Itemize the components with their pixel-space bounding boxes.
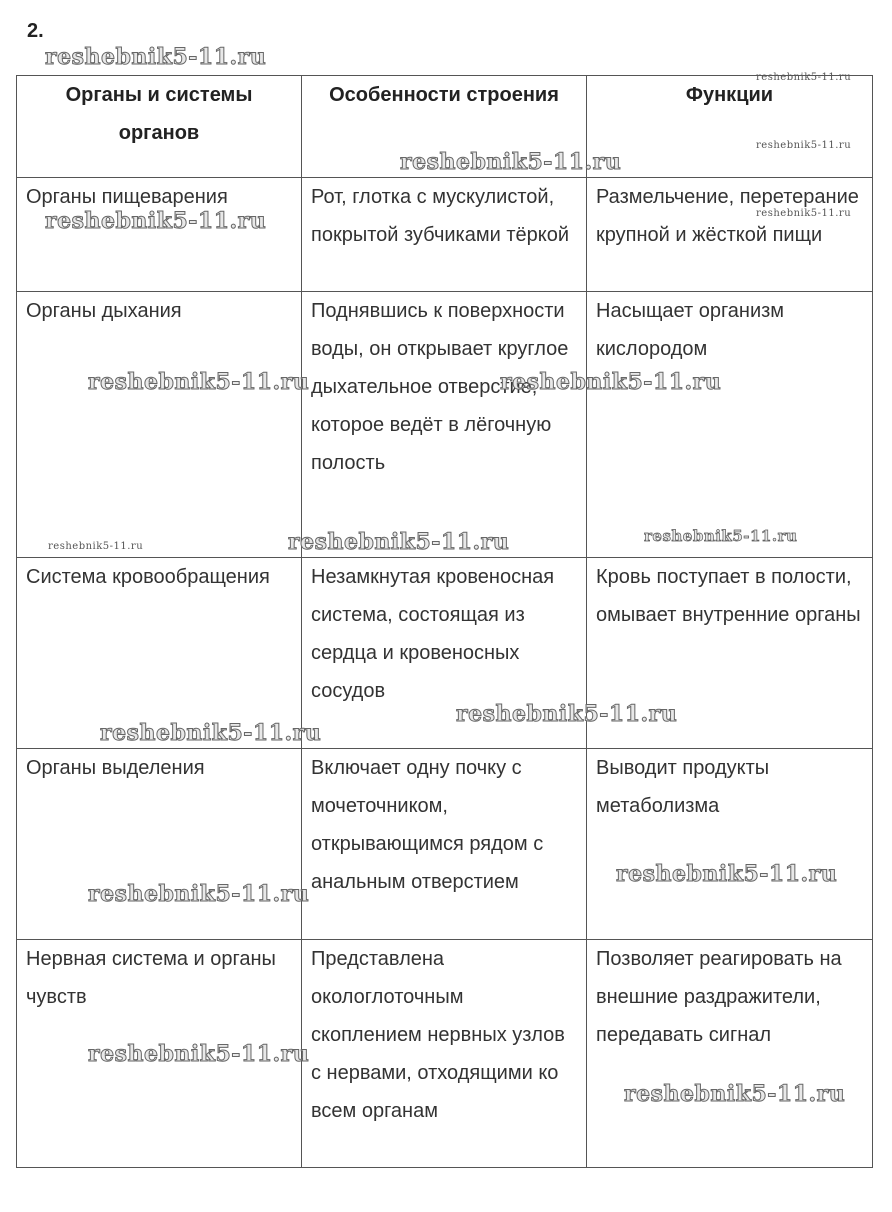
watermark: reshebnik5-11.ru [644,527,798,545]
table-row [17,292,873,558]
watermark: reshebnik5-11.ru [624,1081,846,1107]
header-organs: Органы и системы органов [17,76,302,178]
watermark: reshebnik5-11.ru [756,72,852,83]
cell-structure: Поднявшись к поверхности воды, он открывает круглое дыхательное отверстие, которое ведёт в лёгочную полость [302,292,587,558]
watermark: reshebnik5-11.ru [88,1041,310,1067]
cell-function: Выводит продукты метаболизма [587,749,873,940]
cell-structure: Незамкнутая кровеносная система, состоящая из сердца и кровеносных сосудов [302,558,587,749]
table-header-row [17,76,873,178]
cell-organ: Органы дыхания [17,292,302,558]
cell-function: Позволяет реагировать на внешние раздражители, передавать сигнал [587,940,873,1168]
cell-organ: Органы пищеварения [17,178,302,292]
header-functions: Функции [587,76,873,178]
cell-organ: Нервная система и органы чувств [17,940,302,1168]
cell-structure: Представлена окологлоточным скоплением нервных узлов с нервами, отходящими ко всем органам [302,940,587,1168]
cell-function: Размельчение, перетерание крупной и жёсткой пищи [587,178,873,292]
watermark: reshebnik5-11.ru [456,701,678,727]
watermark: reshebnik5-11.ru [88,881,310,907]
watermark: reshebnik5-11.ru [100,720,322,746]
table-row [17,558,873,749]
table-row [17,940,873,1168]
watermark: reshebnik5-11.ru [756,140,852,151]
cell-organ: Система кровообращения [17,558,302,749]
cell-function: Кровь поступает в полости, омывает внутренние органы [587,558,873,749]
header-structure: Особенности строения [302,76,587,178]
watermark: reshebnik5-11.ru [88,369,310,395]
watermark: reshebnik5-11.ru [500,369,722,395]
watermark: reshebnik5-11.ru [45,208,267,234]
cell-structure: Включает одну почку с мочеточником, открывающимся рядом с анальным отверстием [302,749,587,940]
table-row [17,178,873,292]
task-number: 2. [27,20,44,42]
watermark: reshebnik5-11.ru [48,541,144,552]
cell-organ: Органы выделения [17,749,302,940]
watermark: reshebnik5-11.ru [45,44,267,70]
watermark: reshebnik5-11.ru [288,529,510,555]
watermark: reshebnik5-11.ru [616,861,838,887]
organs-table [16,75,873,1168]
cell-structure: Рот, глотка с мускулистой, покрытой зубчиками тёркой [302,178,587,292]
table-row [17,749,873,940]
cell-function: Насыщает организм кислородом [587,292,873,558]
watermark: reshebnik5-11.ru [756,208,852,219]
watermark: reshebnik5-11.ru [400,149,622,175]
